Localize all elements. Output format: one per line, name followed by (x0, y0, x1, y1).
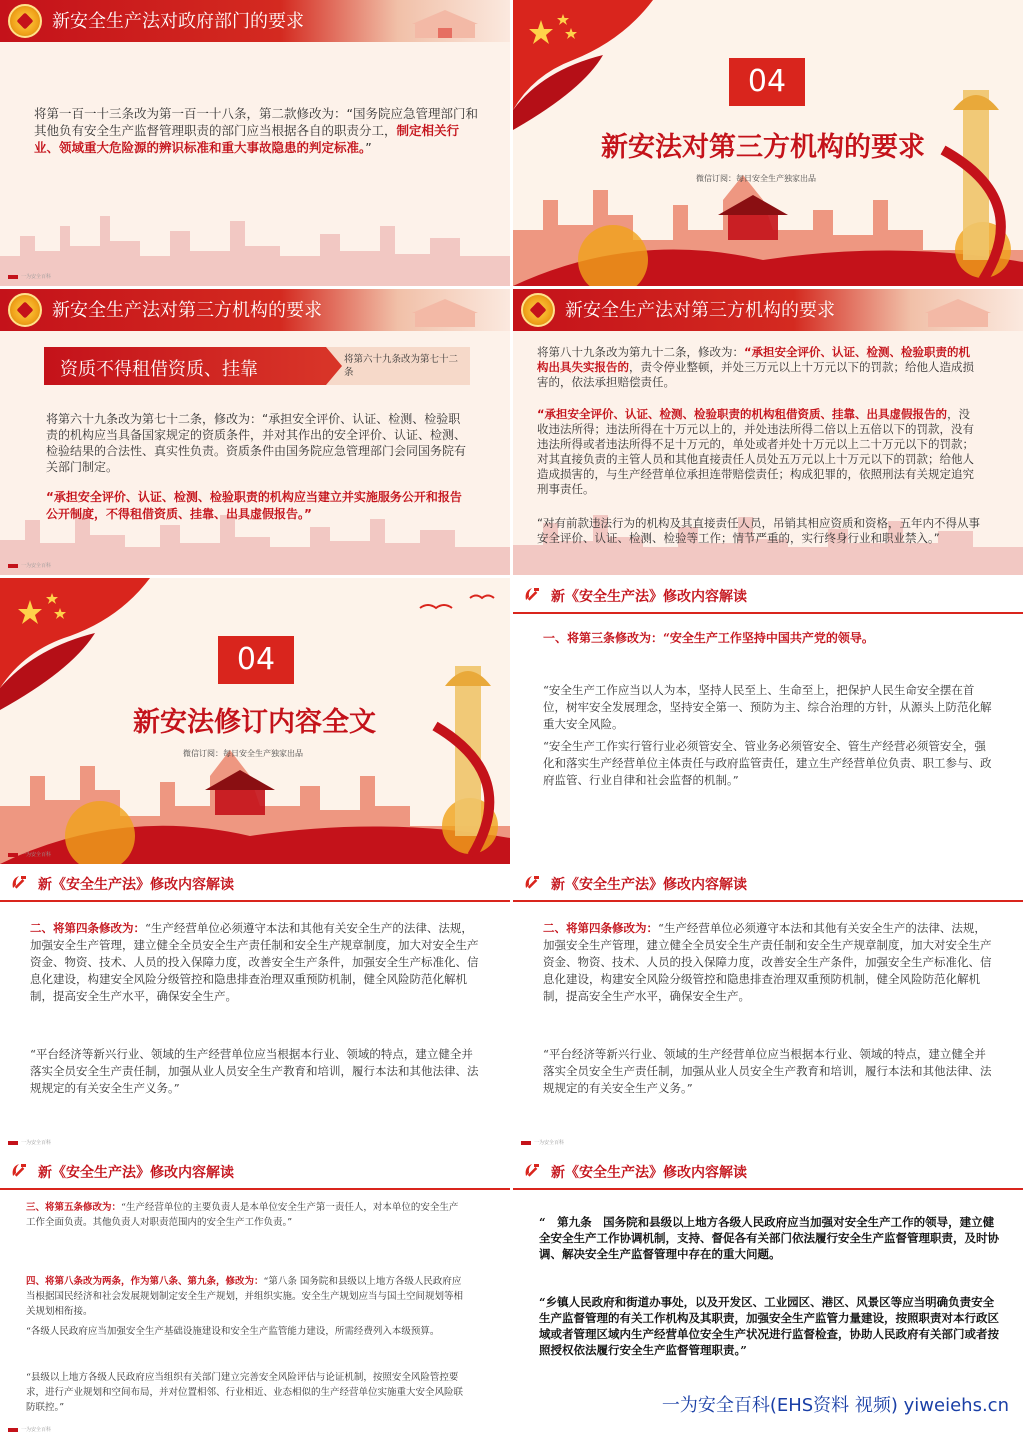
slide-header (513, 1154, 1023, 1190)
paragraph-text: “生产经营单位必须遵守本法和其他有关安全生产的法律、法规，加强安全生产管理，建立健全全员安全生产责任制和安全生产规章制度，加大对安全生产资金、物资、技术、人员的投入保障力度，改善安全生产条件，加强安全生产标准化、信息化建设，构建安全风险分级管控和隐患排查治理双重预防机制，健全风险防范化解机制，提高安全生产水平，确保安全生产。 (30, 921, 479, 1003)
section-heading: 二、将第四条修改为： (30, 921, 145, 935)
slide-title: 新《安全生产法》修改内容解读 (38, 877, 234, 893)
body-paragraph (30, 920, 482, 1005)
tiananmen-icon (410, 2, 480, 40)
party-emblem-icon (8, 293, 42, 327)
slide-7 (0, 866, 510, 1152)
footer-brand: 一为安全百科 (521, 1139, 564, 1146)
slide-10 (513, 1154, 1023, 1439)
hammer-sickle-icon (522, 873, 542, 893)
paragraph-text: ，没收违法所得；违法所得在十万元以上的，并处违法所得二倍以上五倍以下的罚款，没有违法所得或者违法所得不足十万元的，单处或者并处十万元以上二十万元以下的罚款；对其直接负责的主管人员和其他直接责任人员处五万元以上十万元以下的罚款；给他人造成损害的，与生产经营单位承担连带赔偿责任；构成犯罪的，依照刑法有关规定追究刑事责任。 (537, 407, 974, 496)
paragraph-text: 将第一百一十三条改为第一百一十八条，第二款修改为：“国务院应急管理部门和其他负有安全生产监督管理职责的部门应当根据各自的职责分工， (34, 106, 478, 138)
section-number: 04 (218, 636, 294, 684)
party-emblem-icon (521, 293, 555, 327)
slide-6 (513, 578, 1023, 864)
body-paragraph (537, 345, 981, 390)
tiananmen-icon (410, 291, 480, 329)
body-paragraph: “ 第九条 国务院和县级以上地方各级人民政府应当加强对安全生产工作的领导，建立健全安全生产工作协调机制，支持、督促各有关部门依法履行安全生产监督管理职责，及时协调、解决安全生产监督管理中存在的重大问题。 (539, 1215, 999, 1261)
slide-title: 新安全生产法对第三方机构的要求 (52, 300, 322, 321)
hammer-sickle-icon (9, 873, 29, 893)
body-paragraph: “平台经济等新兴行业、领域的生产经营单位应当根据本行业、领域的特点，建立健全并落实全员安全生产责任制，加强从业人员安全生产教育和培训，履行本法和其他法律、法规规定的有关安全生产义务。” (543, 1047, 992, 1095)
highlight-text: “承担安全评价、认证、检测、检验职责的机构出具失实报告的 (537, 345, 971, 374)
slide-header (0, 1154, 510, 1190)
footer-brand: 一为安全百科 (8, 1139, 51, 1146)
slide-header (0, 289, 510, 331)
body-paragraph (537, 407, 981, 497)
footer-brand: 一为安全百科 (8, 851, 51, 858)
body-paragraph (26, 1274, 466, 1319)
body-paragraph: “平台经济等新兴行业、领域的生产经营单位应当根据本行业、领域的特点，建立健全并落实全员安全生产责任制，加强从业人员安全生产教育和培训，履行本法和其他法律、法规规定的有关安全生产义务。” (30, 1047, 479, 1095)
footer-brand: 一为安全百科 (8, 562, 51, 569)
paragraph-end: ” (365, 140, 372, 155)
paragraph-text: “生产经营单位的主要负责人是本单位安全生产第一责任人，对本单位的安全生产工作全面负责。其他负责人对职责范围内的安全生产工作负责。” (26, 1202, 459, 1228)
slide-header (0, 866, 510, 902)
paragraph-text: ，责令停业整顿，并处三万元以上十万元以下的罚款；给他人造成损害的，依法承担赔偿责任。 (537, 360, 974, 389)
paragraph-text: “生产经营单位必须遵守本法和其他有关安全生产的法律、法规，加强安全生产管理，建立健全全员安全生产责任制和安全生产规章制度，加大对安全生产资金、物资、技术、人员的投入保障力度，改善安全生产条件，加强安全生产标准化、信息化建设，构建安全风险分级管控和隐患排查治理双重预防机制，健全风险防范化解机制，提高安全生产水平，确保安全生产。 (543, 921, 992, 1003)
slide-header (513, 866, 1023, 902)
body-paragraph: “安全生产工作应当以人为本，坚持人民至上、生命至上，把保护人民生命安全摆在首位，树牢安全发展理念，坚持安全第一、预防为主、综合治理的方针，从源头上防范化解重大安全风险。 (543, 683, 992, 731)
body-paragraph: “对有前款违法行为的机构及其直接责任人员，吊销其相应资质和资格，五年内不得从事安全评价、认证、检测、检验等工作；情节严重的，实行终身行业和职业禁入。” (537, 516, 980, 545)
highlight-paragraph: “承担安全评价、认证、检测、检验职责的机构应当建立并实施服务公开和报告公开制度，不得租借资质、挂靠、出具虚假报告。” (46, 490, 462, 521)
section-heading: 一、将第三条修改为：“安全生产工作坚持中国共产党的领导。 (543, 631, 874, 645)
slide-header (0, 0, 510, 42)
body-paragraph: “县级以上地方各级人民政府应当组织有关部门建立完善安全风险评估与论证机制，按照安全风险管控要求，进行产业规划和空间布局，并对位置相邻、行业相近、业态相似的生产经营单位实施重大安全风险联防联控。” (26, 1372, 464, 1413)
body-paragraph (543, 920, 995, 1005)
topic-banner (44, 347, 470, 385)
hammer-sickle-icon (9, 1161, 29, 1181)
slide-5-cover (0, 578, 510, 864)
slide-3 (0, 289, 510, 575)
highlight-text: 制定相关行业、领域重大危险源的辨识标准和重大事故隐患的判定标准。 (34, 123, 460, 155)
slide-2-cover (513, 0, 1023, 286)
cover-title: 新安法对第三方机构的要求 (601, 132, 925, 163)
body-paragraph (26, 1200, 466, 1230)
hammer-sickle-icon (522, 1161, 542, 1181)
body-paragraph: 将第六十九条改为第七十二条，修改为：“承担安全评价、认证、检测、检验职责的机构应当具备国家规定的资质条件，并对其作出的安全评价、认证、检测、检验结果的合法性、真实性负责。资质条件由国务院应急管理部门会同国务院有关部门制定。 (46, 412, 467, 474)
watermark-text: 一为安全百科(EHS资料 视频) yiweiehs.cn (661, 1395, 1009, 1416)
slide-title: 新《安全生产法》修改内容解读 (551, 877, 747, 893)
banner-note: 将第六十九条改为第七十二条 (344, 354, 459, 378)
slide-4 (513, 289, 1023, 575)
section-heading: 三、将第五条修改为： (26, 1202, 122, 1213)
slide-title: 新《安全生产法》修改内容解读 (551, 1165, 747, 1181)
body-paragraph: “安全生产工作实行管行业必须管安全、管业务必须管安全、管生产经营必须管安全，强化和落实生产经营单位主体责任与政府监管责任，建立生产经营单位负责、职工参与、政府监管、行业自律和社会监督的机制。” (543, 739, 992, 787)
highlight-text: “承担安全评价、认证、检测、检验职责的机构租借资质、挂靠、出具虚假报告的 (537, 407, 948, 421)
footer-brand: 一为安全百科 (8, 273, 51, 280)
body-paragraph: “乡镇人民政府和街道办事处，以及开发区、工业园区、港区、风景区等应当明确负责安全生产监督管理的有关工作机构及其职责，加强安全生产监管力量建设，按照职责对本行政区域或者管理区域内生产经营单位安全生产状况进行监督检查，协助人民政府有关部门或者按照授权依法履行安全生产监督管理职责。” (539, 1295, 999, 1357)
tiananmen-icon (923, 291, 993, 329)
slide-header (513, 578, 1023, 614)
slide-title: 新《安全生产法》修改内容解读 (38, 1165, 234, 1181)
body-paragraph: “各级人民政府应当加强安全生产基础设施建设和安全生产监管能力建设，所需经费列入本级预算。 (26, 1326, 440, 1337)
section-heading: 四、将第八条改为两条，作为第八条、第九条，修改为： (26, 1276, 264, 1287)
city-silhouette-decoration (0, 196, 510, 286)
slide-header (513, 289, 1023, 331)
section-heading: 二、将第四条修改为： (543, 921, 658, 935)
cover-subtitle: 微信订阅：每日安全生产独家出品 (696, 174, 816, 183)
slide-8 (513, 866, 1023, 1152)
slide-1 (0, 0, 510, 286)
body-paragraph (34, 105, 484, 156)
paragraph-text: “第八条 国务院和县级以上地方各级人民政府应当根据国民经济和社会发展规划制定安全生产规划，并组织实施。安全生产规划应当与国土空间规划等相关规划相衔接。 (26, 1276, 464, 1317)
slide-9 (0, 1154, 510, 1439)
cover-title: 新安法修订内容全文 (133, 707, 376, 738)
paragraph-text: 将第八十九条改为第九十二条，修改为： (537, 345, 744, 359)
cover-subtitle: 微信订阅：每日安全生产独家出品 (183, 749, 303, 758)
section-number: 04 (729, 58, 805, 106)
slide-title: 新《安全生产法》修改内容解读 (551, 589, 747, 605)
banner-title: 资质不得租借资质、挂靠 (60, 359, 258, 380)
party-emblem-icon (8, 4, 42, 38)
footer-brand: 一为安全百科 (8, 1426, 51, 1433)
hammer-sickle-icon (522, 585, 542, 605)
slide-title: 新安全生产法对政府部门的要求 (52, 11, 304, 32)
slide-title: 新安全生产法对第三方机构的要求 (565, 300, 835, 321)
